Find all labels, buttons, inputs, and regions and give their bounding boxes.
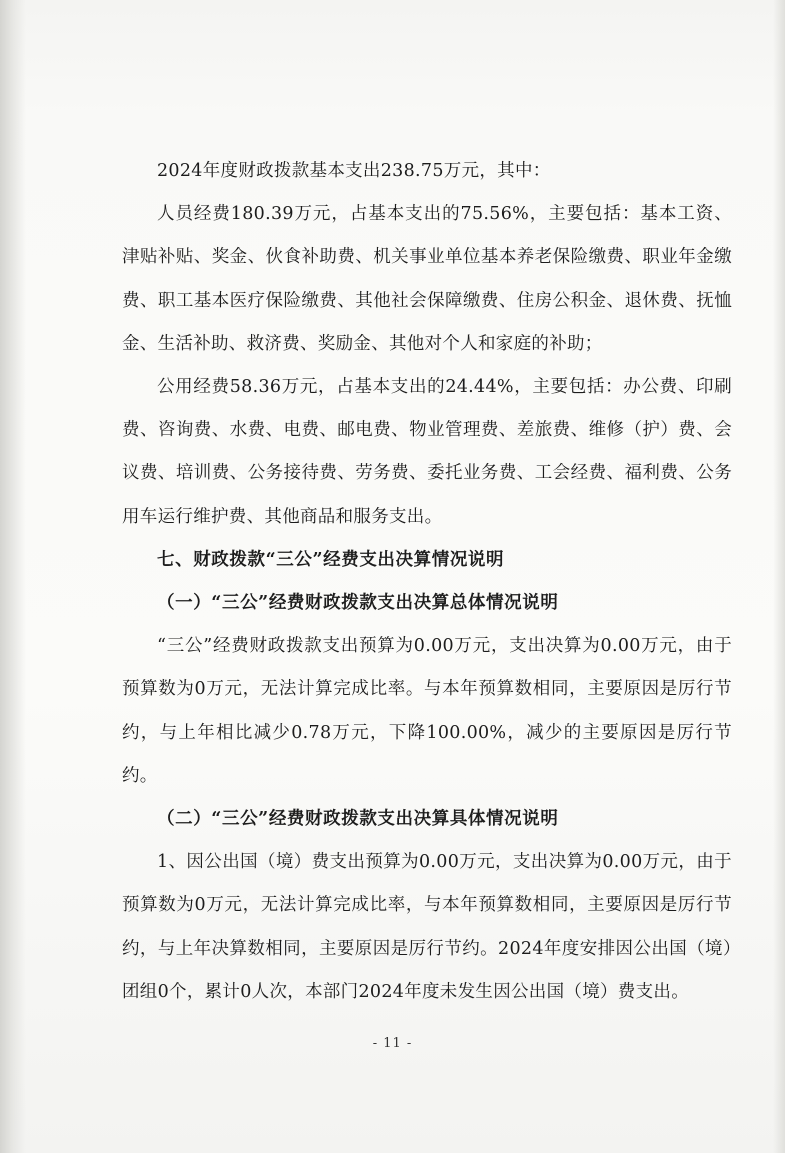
paragraph-personnel-expenses: 人员经费180.39万元，占基本支出的75.56%，主要包括：基本工资、津贴补贴、奖金、伙食补助费、机关事业单位基本养老保险缴费、职业年金缴费、职工基本医疗保险缴费、其他社会保障缴费、住房公积金、退休费、抚恤金、生活补助、救济费、奖励金、其他对个人和家庭的补助； [122,204,732,354]
section-heading-three-public: 七、财政拨款“三公”经费支出决算情况说明 [157,549,505,570]
subsection-heading-specific: （二）“三公”经费财政拨款支出决算具体情况说明 [157,809,559,830]
document-body [122,150,732,1014]
scan-shadow-right [773,0,785,1153]
paragraph-overseas-travel: 1、因公出国（境）费支出预算为0.00万元，支出决算为0.00万元，由于预算数为0万元，无法计算完成比率，与本年预算数相同，主要原因是厉行节约，与上年决算数相同，主要原因是厉行节约。2024年度安排因公出国（境）团组0个，累计0人次，本部门2024年度未发生因公出国（境）费支出。 [122,852,732,1002]
subsection-heading-overall: （一）“三公”经费财政拨款支出决算总体情况说明 [157,593,559,614]
paragraph-basic-expenditure: 2024年度财政拨款基本支出238.75万元，其中： [157,161,551,181]
paragraph-overall-situation: “三公”经费财政拨款支出预算为0.00万元，支出决算为0.00万元，由于预算数为0万元，无法计算完成比率。与本年预算数相同，主要原因是厉行节约，与上年相比减少0.78万元，下降100.00%，减少的主要原因是厉行节约。 [122,636,732,786]
page-number: - 11 - [372,1036,413,1051]
paragraph-public-expenses: 公用经费58.36万元，占基本支出的24.44%，主要包括：办公费、印刷费、咨询费、水费、电费、邮电费、物业管理费、差旅费、维修（护）费、会议费、培训费、公务接待费、劳务费、委托业务费、工会经费、福利费、公务用车运行维护费、其他商品和服务支出。 [122,377,732,527]
scan-shadow-left [0,0,26,1153]
